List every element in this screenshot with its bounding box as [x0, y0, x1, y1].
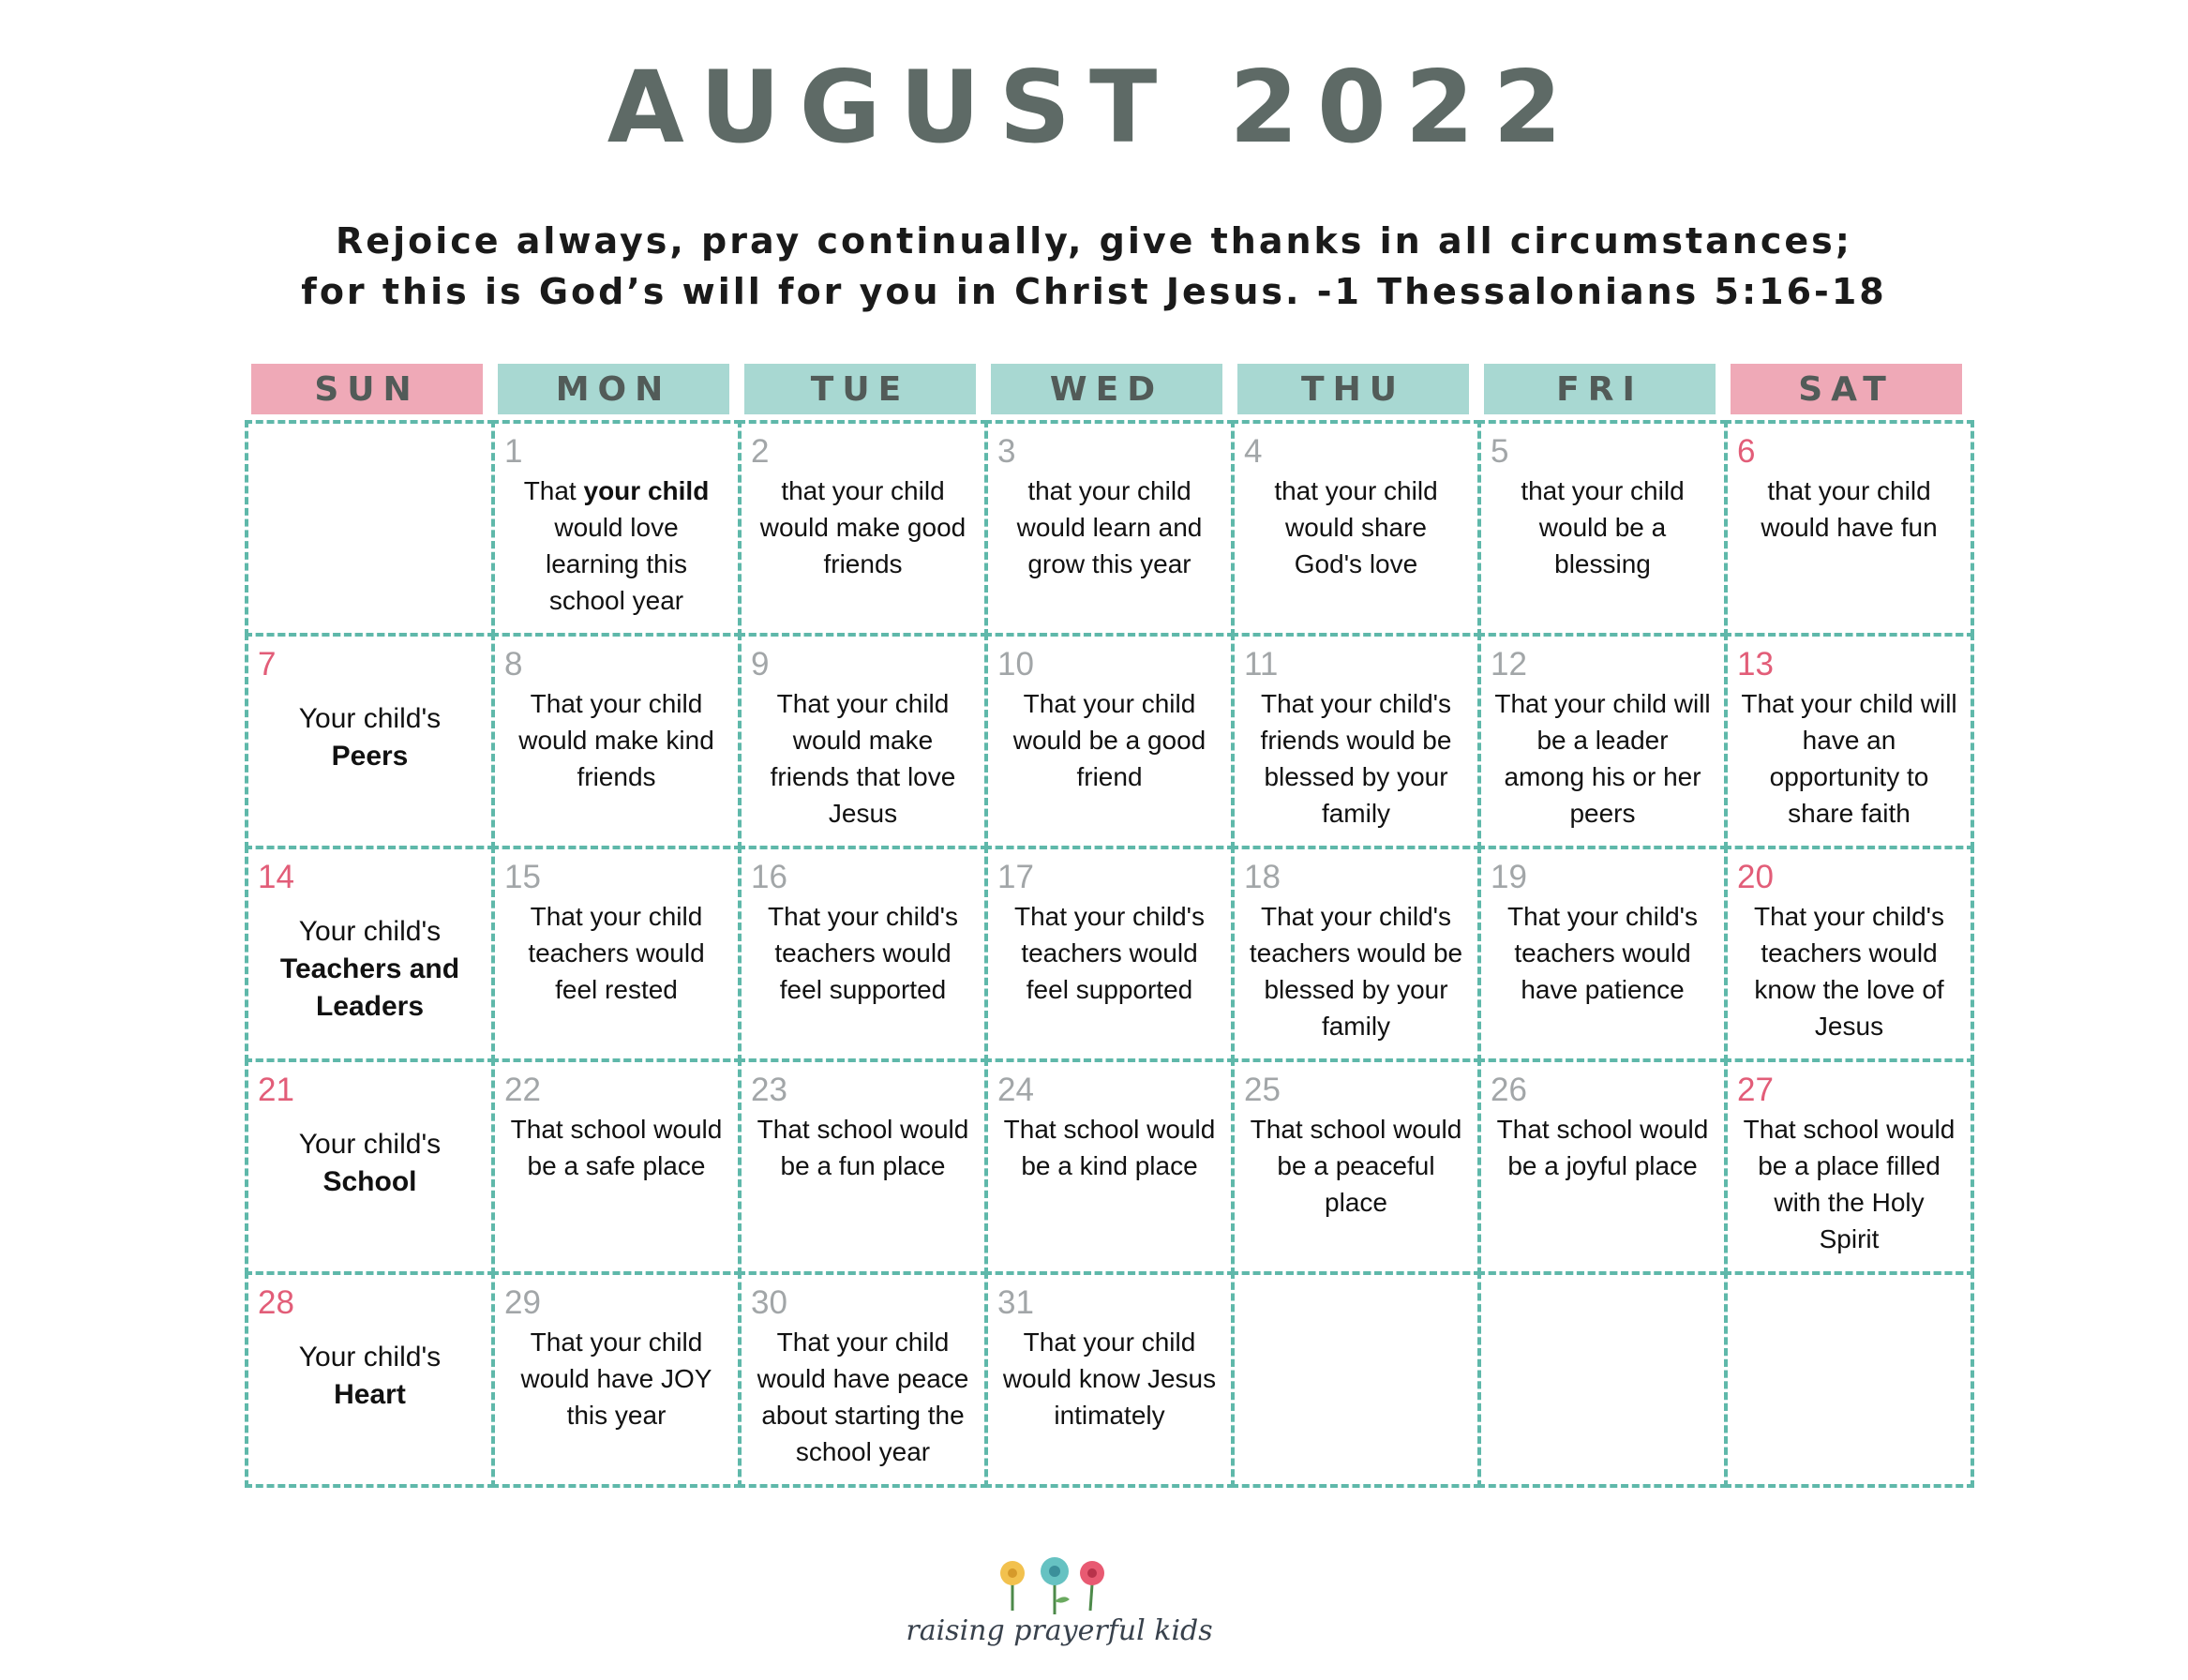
- prayer-text-part: Your child's: [298, 703, 442, 734]
- prayer-text: [755, 1111, 971, 1184]
- prayer-text: [508, 898, 725, 1008]
- header-wed: WED: [991, 364, 1222, 414]
- day-cell: [1724, 633, 1974, 849]
- day-number: 20: [1737, 859, 1774, 895]
- prayer-text: [1248, 898, 1464, 1044]
- prayer-text-part: That your child's friends would be blessed by your family: [1260, 689, 1452, 828]
- header-thu: THU: [1237, 364, 1469, 414]
- prayer-text-part: That school would be a safe place: [510, 1115, 723, 1180]
- day-number: 7: [258, 646, 277, 682]
- day-number: 25: [1244, 1072, 1281, 1108]
- header-fri: FRI: [1484, 364, 1716, 414]
- day-number: 31: [997, 1284, 1034, 1321]
- day-number: 12: [1491, 646, 1527, 682]
- prayer-text: [1248, 685, 1464, 832]
- day-cell: [1477, 846, 1728, 1062]
- empty-day-cell: [1724, 1271, 1974, 1488]
- prayer-text-bold: your child: [583, 476, 710, 505]
- prayer-text-part: That your child's teachers would know the love of Jesus: [1754, 902, 1944, 1041]
- prayer-text: [1248, 1111, 1464, 1221]
- prayer-text-part: That your child would know Jesus intimately: [1002, 1328, 1217, 1430]
- prayer-text-bold: Peers: [331, 741, 409, 772]
- day-cell: [738, 1271, 988, 1488]
- day-cell: [984, 846, 1235, 1062]
- prayer-text-part: that your child would be a blessing: [1521, 476, 1685, 578]
- prayer-text-part: That your child's teachers would feel supported: [1014, 902, 1205, 1004]
- prayer-text: [1494, 685, 1711, 832]
- prayer-text: [262, 1339, 478, 1414]
- day-cell: [491, 1058, 742, 1275]
- prayer-text: [1494, 898, 1711, 1008]
- empty-day-cell: [1477, 1271, 1728, 1488]
- prayer-text-part: That school would be a place filled with the Holy Spirit: [1743, 1115, 1956, 1253]
- prayer-text: [755, 1324, 971, 1470]
- prayer-text-part: Your child's: [298, 916, 442, 947]
- brand-logo-text: raising prayerful kids: [906, 1614, 1213, 1647]
- day-cell: [738, 633, 988, 849]
- prayer-text: [1001, 898, 1218, 1008]
- day-number: 4: [1244, 433, 1263, 470]
- verse-line-1: Rejoice always, pray continually, give thanks in all circumstances;: [336, 220, 1852, 262]
- day-number: 13: [1737, 646, 1774, 682]
- empty-day-cell: [245, 420, 495, 637]
- prayer-text: [262, 700, 478, 775]
- day-cell: [1477, 633, 1728, 849]
- prayer-text: [755, 898, 971, 1008]
- day-number: 22: [504, 1072, 541, 1108]
- prayer-text: [1741, 898, 1957, 1044]
- day-number: 26: [1491, 1072, 1527, 1108]
- day-number: 16: [751, 859, 787, 895]
- day-number: 23: [751, 1072, 787, 1108]
- day-number: 28: [258, 1284, 294, 1321]
- prayer-text-part: That your child's teachers would be blessed by your family: [1249, 902, 1463, 1041]
- header-tue: TUE: [744, 364, 976, 414]
- prayer-text-part: That school would be a joyful place: [1496, 1115, 1709, 1180]
- day-cell: [491, 420, 742, 637]
- day-cell: [1231, 420, 1481, 637]
- verse-line-2: for this is God’s will for you in Christ Jesus. -1 Thessalonians 5:16-18: [301, 271, 1887, 312]
- prayer-text-part: would love learning this school year: [546, 513, 687, 615]
- day-number: 18: [1244, 859, 1281, 895]
- day-cell: [245, 1058, 495, 1275]
- day-cell: [1231, 1058, 1481, 1275]
- calendar-grid: [245, 420, 1971, 1487]
- prayer-text: [1741, 472, 1957, 546]
- day-cell: [491, 633, 742, 849]
- prayer-text-bold: Teachers and Leaders: [279, 953, 460, 1022]
- day-cell: [984, 420, 1235, 637]
- prayer-text: [1001, 1111, 1218, 1184]
- prayer-text-part: That your child would be a good friend: [1012, 689, 1206, 791]
- day-number: 8: [504, 646, 523, 682]
- prayer-text-part: that your child would learn and grow this year: [1016, 476, 1203, 578]
- flower-logo-icon: [900, 1547, 1219, 1622]
- prayer-text: [508, 1324, 725, 1433]
- day-number: 5: [1491, 433, 1509, 470]
- prayer-text-part: Your child's: [298, 1342, 442, 1372]
- prayer-text-bold: Heart: [334, 1379, 406, 1410]
- calendar-title: AUGUST 2022: [607, 50, 1581, 165]
- day-cell: [984, 1058, 1235, 1275]
- day-number: 24: [997, 1072, 1034, 1108]
- prayer-text-part: That your child would have JOY this year: [520, 1328, 712, 1430]
- day-number: 9: [751, 646, 770, 682]
- prayer-text: [262, 1126, 478, 1201]
- day-number: 10: [997, 646, 1034, 682]
- prayer-text: [1741, 685, 1957, 832]
- prayer-text: [1248, 472, 1464, 582]
- day-number: 17: [997, 859, 1034, 895]
- day-number: 30: [751, 1284, 787, 1321]
- prayer-text: [1741, 1111, 1957, 1257]
- day-cell: [1724, 420, 1974, 637]
- day-number: 2: [751, 433, 770, 470]
- prayer-text-part: That your child's teachers would feel supported: [768, 902, 958, 1004]
- day-cell: [245, 846, 495, 1062]
- header-mon: MON: [498, 364, 729, 414]
- day-number: 15: [504, 859, 541, 895]
- prayer-text-part: That your child's teachers would have patience: [1507, 902, 1698, 1004]
- prayer-text-part: That your child will be a leader among his or her peers: [1494, 689, 1711, 828]
- day-cell: [245, 633, 495, 849]
- prayer-text: [1001, 1324, 1218, 1433]
- prayer-text-part: Your child's: [298, 1129, 442, 1160]
- day-cell: [738, 420, 988, 637]
- day-cell: [984, 633, 1235, 849]
- day-cell: [1724, 846, 1974, 1062]
- day-cell: [738, 1058, 988, 1275]
- prayer-text: [508, 1111, 725, 1184]
- day-number: 27: [1737, 1072, 1774, 1108]
- prayer-text-part: that your child would share God's love: [1274, 476, 1438, 578]
- day-number: 6: [1737, 433, 1756, 470]
- prayer-text: [1494, 472, 1711, 582]
- prayer-text-part: That school would be a fun place: [757, 1115, 969, 1180]
- day-number: 14: [258, 859, 294, 895]
- day-number: 19: [1491, 859, 1527, 895]
- weekday-header-row: [251, 364, 1967, 416]
- empty-day-cell: [1231, 1271, 1481, 1488]
- day-number: 1: [504, 433, 523, 470]
- prayer-text-part: That your child would have peace about starting the school year: [757, 1328, 969, 1466]
- prayer-text: [508, 685, 725, 795]
- brand-logo: [900, 1547, 1219, 1659]
- day-number: 29: [504, 1284, 541, 1321]
- header-sun: SUN: [251, 364, 483, 414]
- prayer-text: [1001, 685, 1218, 795]
- day-cell: [984, 1271, 1235, 1488]
- day-cell: [1231, 633, 1481, 849]
- prayer-text: [508, 472, 725, 619]
- day-cell: [245, 1271, 495, 1488]
- prayer-text: [1494, 1111, 1711, 1184]
- prayer-text-part: That your child will have an opportunity to share faith: [1741, 689, 1957, 828]
- prayer-text: [262, 913, 478, 1026]
- day-number: 11: [1244, 646, 1279, 682]
- prayer-text: [1001, 472, 1218, 582]
- day-cell: [738, 846, 988, 1062]
- day-cell: [491, 846, 742, 1062]
- day-number: 21: [258, 1072, 294, 1108]
- prayer-text-bold: School: [322, 1166, 417, 1197]
- day-cell: [491, 1271, 742, 1488]
- prayer-text-part: that your child would have fun: [1761, 476, 1938, 542]
- prayer-text-part: That school would be a kind place: [1003, 1115, 1216, 1180]
- prayer-text-part: That your child would make kind friends: [518, 689, 714, 791]
- prayer-text: [755, 685, 971, 832]
- day-cell: [1477, 420, 1728, 637]
- day-number: 3: [997, 433, 1016, 470]
- prayer-text-part: that your child would make good friends: [759, 476, 967, 578]
- day-cell: [1231, 846, 1481, 1062]
- prayer-text: [755, 472, 971, 582]
- day-cell: [1477, 1058, 1728, 1275]
- day-cell: [1724, 1058, 1974, 1275]
- header-sat: SAT: [1731, 364, 1962, 414]
- prayer-text-part: That school would be a peaceful place: [1250, 1115, 1462, 1217]
- prayer-text-part: That: [523, 476, 584, 505]
- prayer-text-part: That your child teachers would feel rested: [528, 902, 705, 1004]
- prayer-text-part: That your child would make friends that love Jesus: [770, 689, 956, 828]
